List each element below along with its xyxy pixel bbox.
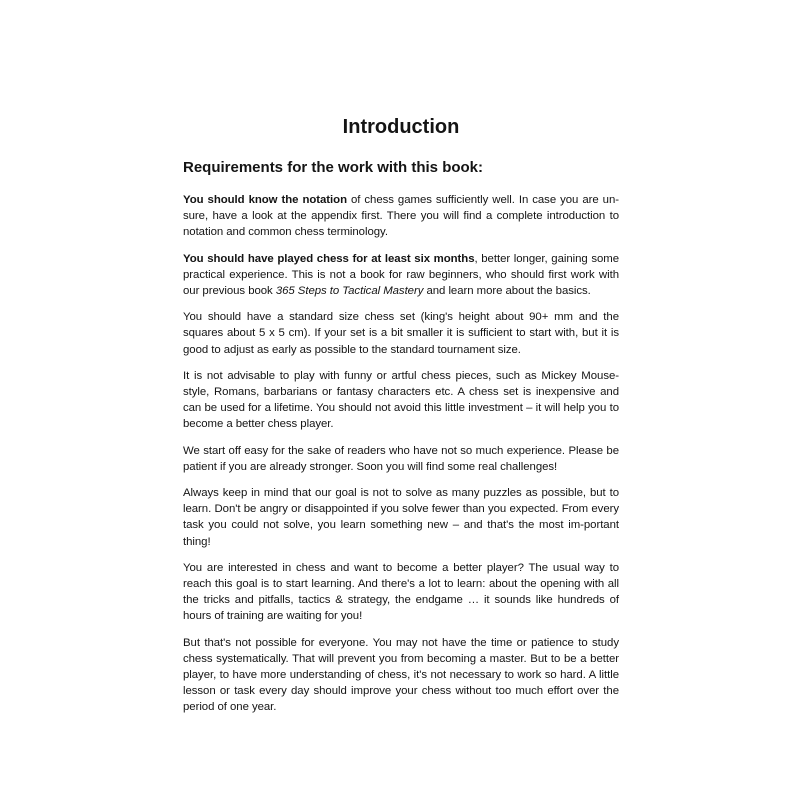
body-text — [183, 192, 619, 726]
page-title: Introduction — [342, 116, 460, 138]
paragraph-learning: You are interested in chess and want to become a better player? The usual way to reach this goal is to start learning. And there's a lot to learn: about the opening with all the tricks and pitfalls, tactics & strategy, the endgame … it sounds like hundreds of hours of training are waiting for you! — [183, 561, 619, 623]
paragraph-start-easy: We start off easy for the sake of readers who have not so much experience. Please be patient if you are already stronger. Soon you will find some real challenges! — [183, 444, 619, 473]
paragraph-notation — [183, 192, 619, 241]
book-title: 365 Steps to Tactical Mastery — [275, 285, 424, 298]
paragraph-lead: You should have played chess for at least six months — [183, 252, 475, 265]
paragraph-experience — [183, 251, 619, 300]
paragraph-lead: You should know the notation — [183, 194, 347, 206]
paragraph-chess-set: You should have a standard size chess set (king's height about 90+ mm and the squares about 5 x 5 cm). If your set is a bit smaller it is sufficient to start with, but it is good to adjust as early as possible to the standard tournament size. — [183, 311, 619, 356]
section-heading: Requirements for the work with this book: — [183, 159, 484, 176]
paragraph-chess-pieces: It is not advisable to play with funny or artful chess pieces, such as Mickey Mouse-style, Romans, barbarians or fantasy characters etc. A chess set is inexpensive and can be used for a lifetime. You should not avoid this little investment – it will help you to become a better chess player. — [183, 369, 619, 431]
paragraph-daily-lesson: But that's not possible for everyone. You may not have the time or patience to study chess systematically. That will prevent you from becoming a master. But to be a better player, to have more understanding of chess, it's not necessary to work so hard. A little lesson or task every day should improve your chess without too much effort over the period of one year. — [183, 636, 619, 714]
paragraph-text: , better longer, gaining some practical experience. This is not a book for raw beginners, who should first work with our previous book — [183, 252, 620, 298]
paragraph-text: and learn more about the basics. — [423, 285, 591, 298]
paragraph-goal: Always keep in mind that our goal is not to solve as many puzzles as possible, but to learn. Don't be angry or disappointed if you solve fewer than you expected. From every task you could not solve, you learn something new – and that's the most im-portant thing! — [183, 487, 619, 548]
paragraph-text: of chess games sufficiently well. In case you are un-sure, have a look at the appendix first. There you will find a complete introduction to notation and common chess terminology. — [183, 194, 619, 239]
